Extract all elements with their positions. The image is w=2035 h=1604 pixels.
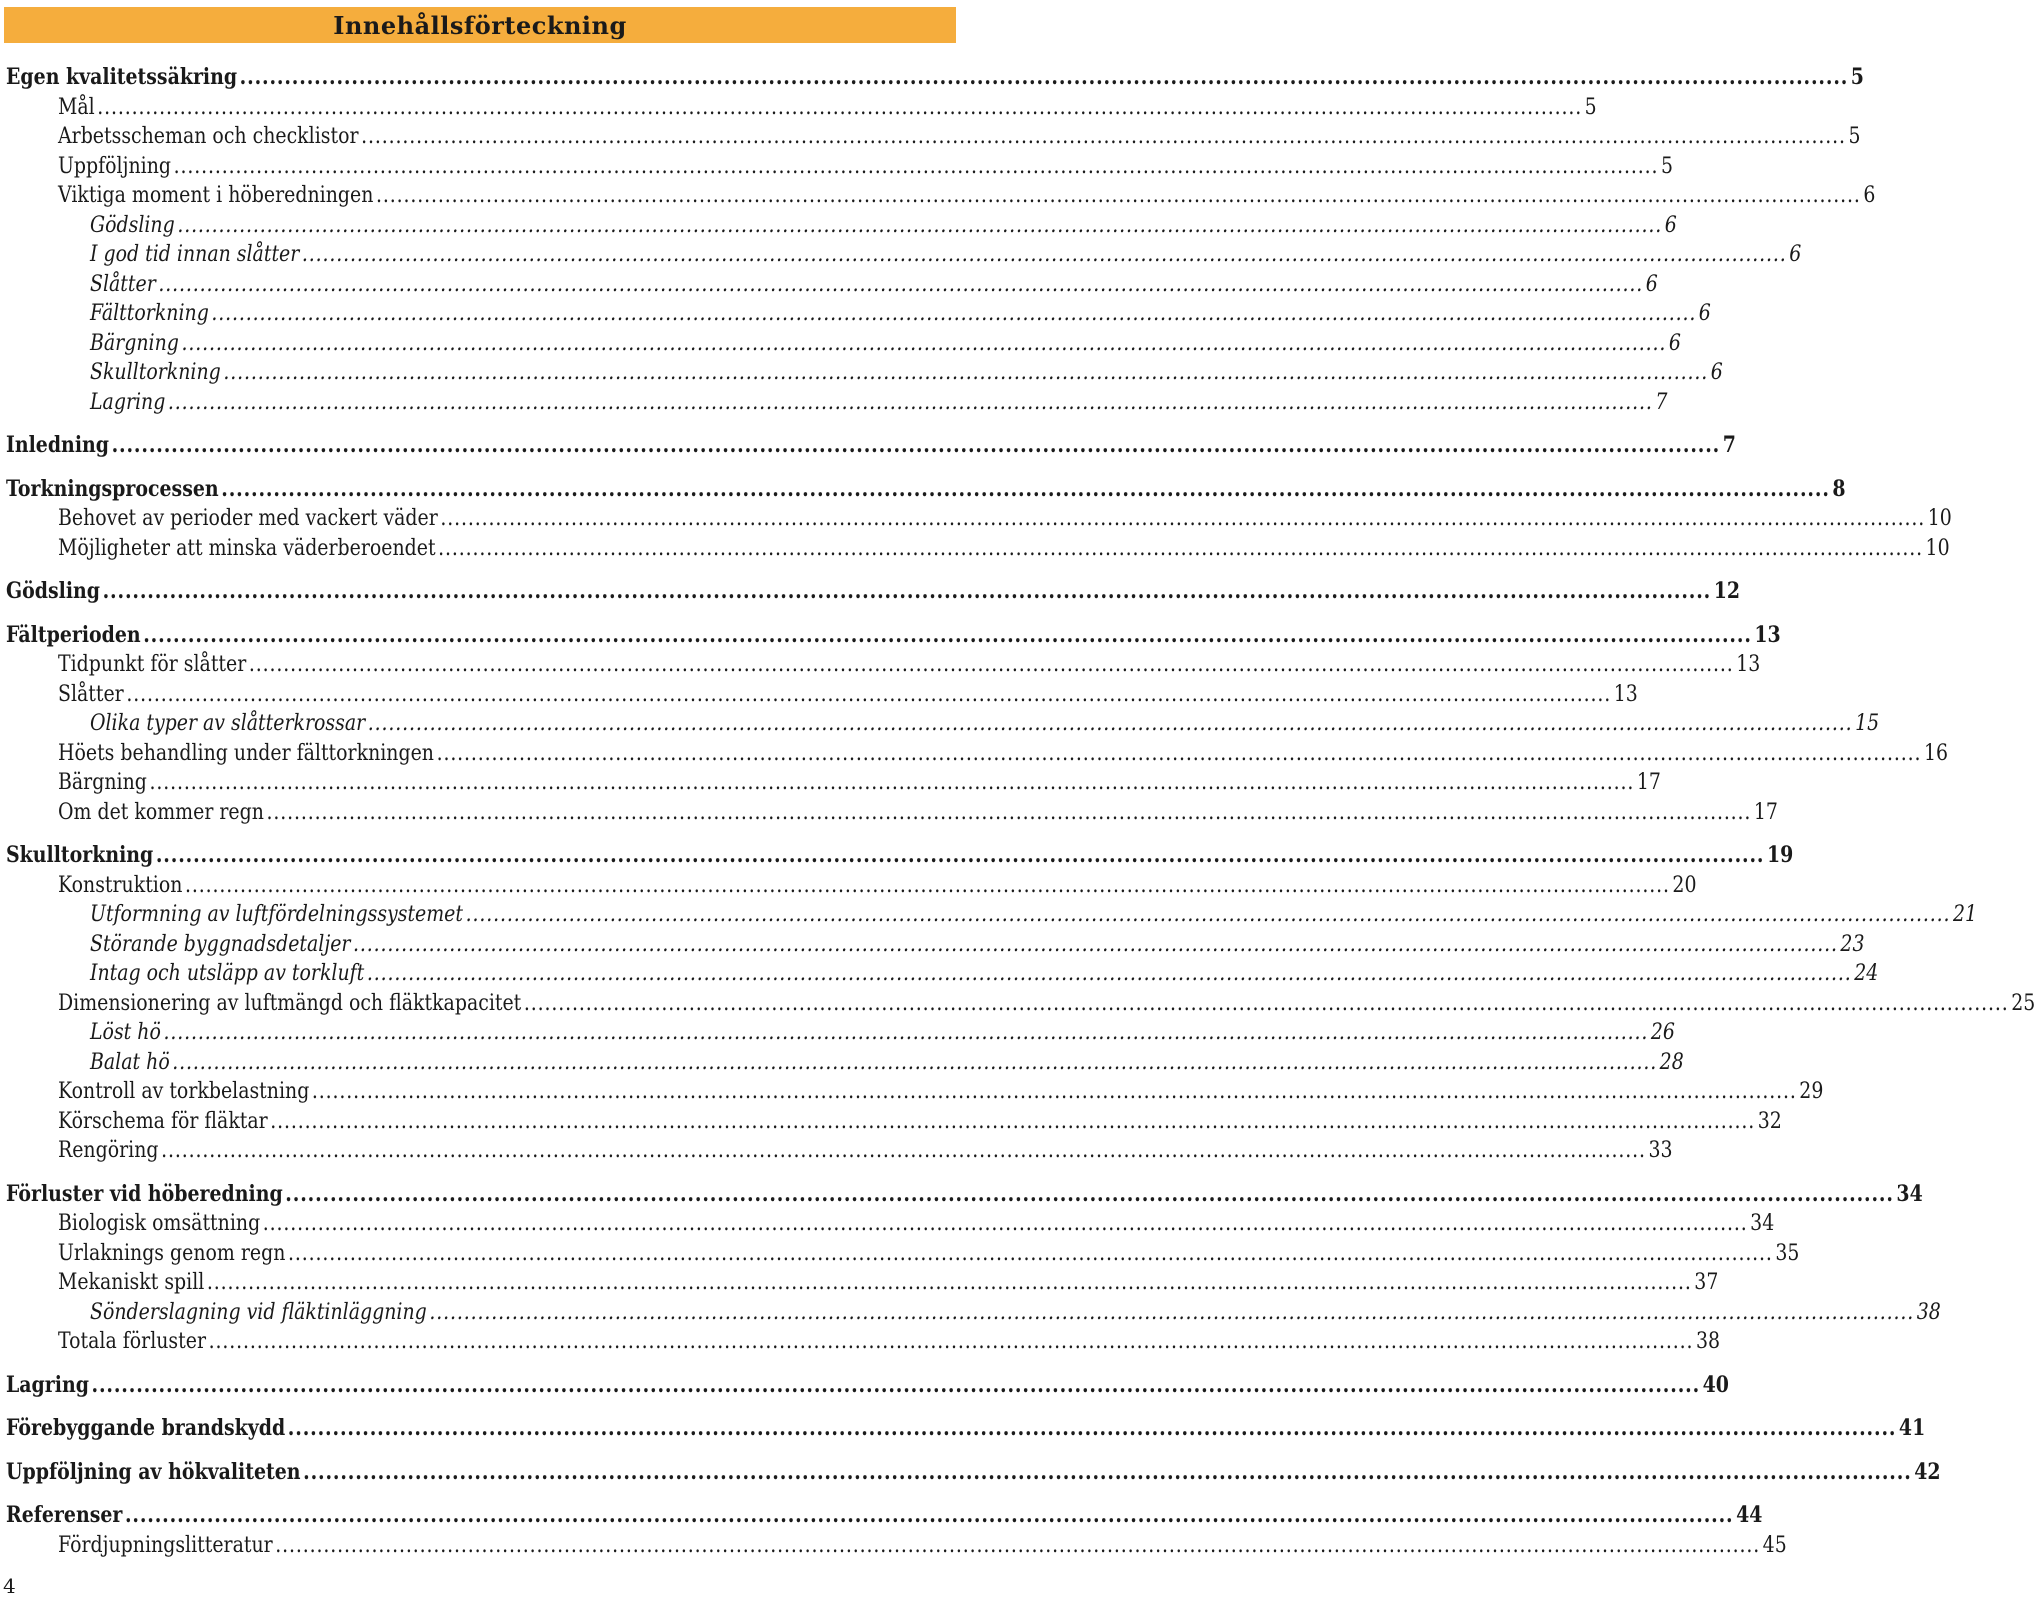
toc-entry-page: 33: [1648, 1138, 1673, 1163]
toc-entry-label: Skulltorkning: [89, 360, 221, 385]
toc-entry-page: 10: [1925, 535, 1950, 561]
toc-entry-label: Lagring: [89, 389, 166, 415]
toc-entry[interactable]: [6, 577, 1741, 607]
toc-entry-label: Gödsling: [6, 578, 101, 604]
toc-entry-page: 13: [1736, 652, 1761, 677]
toc-entry[interactable]: [6, 1298, 1941, 1328]
toc-entry[interactable]: [6, 739, 1949, 769]
toc-leader-dots: [438, 534, 1923, 564]
toc-entry[interactable]: [6, 1107, 1782, 1137]
toc-entry-page: 5: [1584, 94, 1597, 120]
toc-entry[interactable]: [6, 959, 1879, 989]
toc-entry[interactable]: [6, 1327, 1721, 1357]
toc-entry-label: Uppföljning: [57, 153, 172, 179]
toc-leader-dots: [126, 680, 1611, 710]
toc-leader-dots: [368, 709, 1853, 739]
toc-leader-dots: [437, 739, 1922, 769]
toc-entry-page: 12: [1713, 578, 1741, 604]
toc-entry-label: I god tid innan slåtter: [89, 242, 300, 267]
toc-entry[interactable]: [6, 211, 1677, 241]
toc-entry-label: Arbetsscheman och checklistor: [57, 124, 359, 149]
toc-entry[interactable]: [6, 841, 1794, 871]
toc-entry-label: Förebyggande brandskydd: [6, 1415, 286, 1441]
toc-entry[interactable]: [6, 388, 1668, 418]
toc-leader-dots: [92, 1371, 1701, 1401]
toc-entry-page: 6: [1645, 271, 1658, 297]
toc-entry-label: Balat hö: [89, 1049, 170, 1075]
toc-leader-dots: [223, 358, 1708, 388]
toc-leader-dots: [156, 841, 1765, 871]
toc-entry-page: 17: [1636, 770, 1661, 795]
toc-entry-label: Biologisk omsättning: [57, 1211, 261, 1236]
toc-leader-dots: [429, 1298, 1914, 1328]
toc-entry-page: 7: [1655, 389, 1668, 415]
toc-entry-label: Torkningsprocessen: [6, 475, 219, 502]
toc-leader-dots: [270, 1107, 1755, 1137]
toc-entry-label: Sönderslagning vid fläktinläggning: [89, 1299, 427, 1325]
toc-leader-dots: [177, 211, 1662, 241]
toc-leader-dots: [303, 1458, 1912, 1488]
toc-entry-label: Behovet av perioder med vackert väder: [57, 506, 438, 531]
toc-leader-dots: [361, 122, 1846, 152]
toc-entry-label: Mekaniskt spill: [57, 1270, 205, 1295]
toc-entry-label: Fälttorkning: [89, 301, 209, 326]
toc-entry-page: 21: [1952, 902, 1978, 927]
toc-entry-label: Gödsling: [89, 212, 175, 238]
toc-entry[interactable]: [6, 93, 1597, 123]
toc-entry[interactable]: [6, 152, 1674, 182]
toc-entry-page: 20: [1672, 872, 1697, 898]
toc-entry[interactable]: [6, 431, 1736, 461]
toc-leader-dots: [207, 1268, 1692, 1298]
toc-entry[interactable]: [6, 1501, 1763, 1531]
toc-leader-dots: [249, 650, 1734, 680]
toc-entry-page: 44: [1736, 1502, 1763, 1528]
page-title: Innehållsförteckning: [333, 10, 627, 40]
toc-entry-page: 35: [1775, 1240, 1800, 1266]
toc-entry-label: Slåtter: [57, 681, 124, 707]
toc-entry-label: Höets behandling under fälttorkningen: [57, 740, 434, 766]
toc-entry[interactable]: [6, 1531, 1787, 1561]
toc-entry-page: 8: [1832, 475, 1846, 502]
toc-entry-label: Löst hö: [89, 1020, 161, 1045]
toc-entry-page: 29: [1799, 1079, 1824, 1104]
toc-entry[interactable]: [6, 475, 1846, 505]
toc-leader-dots: [353, 930, 1838, 960]
toc-entry-page: 6: [1664, 212, 1677, 238]
toc-entry-page: 38: [1695, 1329, 1721, 1354]
toc-entry-label: Referenser: [6, 1502, 123, 1528]
toc-entry-page: 24: [1854, 961, 1879, 986]
toc-entry-label: Urlaknings genom regn: [57, 1240, 286, 1266]
toc-entry[interactable]: [6, 181, 1876, 211]
toc-leader-dots: [524, 989, 2009, 1019]
toc-entry[interactable]: [6, 358, 1723, 388]
toc-leader-dots: [174, 152, 1659, 182]
toc-entry[interactable]: [6, 1077, 1824, 1107]
toc-leader-dots: [161, 1136, 1646, 1166]
toc-entry-page: 13: [1613, 681, 1638, 707]
toc-entry-page: 13: [1754, 621, 1781, 648]
toc-entry-page: 38: [1916, 1299, 1941, 1325]
toc-entry-label: Tidpunkt för slåtter: [57, 652, 247, 677]
toc-leader-dots: [172, 1048, 1657, 1078]
toc-entry[interactable]: [6, 534, 1950, 564]
toc-leader-dots: [143, 621, 1752, 651]
toc-leader-dots: [275, 1531, 1760, 1561]
toc-leader-dots: [149, 768, 1634, 798]
toc-entry-label: Inledning: [6, 432, 109, 458]
toc-entry[interactable]: [6, 1048, 1684, 1078]
toc-leader-dots: [312, 1077, 1797, 1107]
toc-entry-label: Bärgning: [57, 770, 147, 795]
toc-entry-page: 6: [1863, 183, 1876, 208]
toc-entry[interactable]: [6, 1209, 1775, 1239]
toc-entry-label: Konstruktion: [57, 872, 183, 898]
toc-leader-dots: [288, 1414, 1897, 1444]
toc-entry-page: 34: [1750, 1211, 1775, 1236]
toc-entry-label: Olika typer av slåtterkrossar: [89, 711, 366, 736]
toc-entry-label: Totala förluster: [57, 1329, 206, 1354]
toc-entry-label: Möjligheter att minska väderberoendet: [57, 535, 436, 561]
toc-entry[interactable]: [6, 1268, 1719, 1298]
toc-entry-page: 26: [1650, 1020, 1675, 1045]
toc-entry[interactable]: [6, 329, 1681, 359]
toc-entry-label: Körschema för fläktar: [57, 1108, 268, 1134]
toc-entry-label: Rengöring: [57, 1138, 159, 1163]
toc-entry-label: Om det kommer regn: [57, 799, 264, 825]
toc-entry[interactable]: [6, 1180, 1923, 1210]
toc-entry[interactable]: [6, 63, 1864, 93]
toc-leader-dots: [367, 959, 1852, 989]
toc-entry-page: 28: [1659, 1049, 1684, 1075]
toc-entry[interactable]: [6, 768, 1661, 798]
toc-entry[interactable]: [6, 1414, 1926, 1444]
toc-leader-dots: [181, 329, 1666, 359]
toc-entry-page: 6: [1668, 330, 1681, 356]
toc-entry[interactable]: [6, 989, 2035, 1019]
toc-entry-page: 45: [1762, 1532, 1787, 1558]
toc-entry-label: Viktiga moment i höberedningen: [57, 183, 374, 208]
toc-entry[interactable]: [6, 1018, 1675, 1048]
toc-leader-dots: [185, 871, 1670, 901]
toc-entry-page: 25: [2011, 990, 2035, 1016]
toc-entry[interactable]: [6, 709, 1880, 739]
toc-entry-page: 16: [1923, 740, 1949, 766]
toc-leader-dots: [163, 1018, 1648, 1048]
table-of-contents: [6, 63, 2035, 1560]
toc-leader-dots: [97, 93, 1582, 123]
toc-entry-label: Förluster vid höberedning: [6, 1180, 283, 1207]
toc-entry[interactable]: [6, 122, 1861, 152]
toc-leader-dots: [211, 299, 1696, 329]
toc-entry[interactable]: [6, 299, 1711, 329]
toc-entry[interactable]: [6, 240, 1802, 270]
toc-title-bar: [4, 7, 956, 43]
toc-entry[interactable]: [6, 900, 1978, 930]
toc-entry[interactable]: [6, 680, 1638, 710]
toc-entry-page: 19: [1766, 842, 1794, 868]
toc-entry-page: 34: [1896, 1180, 1923, 1207]
toc-entry[interactable]: [6, 1458, 1941, 1488]
toc-leader-dots: [266, 798, 1751, 828]
toc-leader-dots: [103, 577, 1712, 607]
toc-leader-dots: [209, 1327, 1694, 1357]
toc-leader-dots: [288, 1239, 1773, 1269]
toc-entry-label: Intag och utsläpp av torkluft: [89, 961, 365, 986]
toc-entry-label: Kontroll av torkbelastning: [57, 1079, 310, 1104]
toc-entry-label: Uppföljning av hökvaliteten: [6, 1458, 301, 1485]
toc-entry[interactable]: [6, 1136, 1673, 1166]
toc-entry-page: 5: [1848, 124, 1861, 149]
toc-entry-label: Mål: [57, 94, 95, 120]
toc-entry-page: 41: [1898, 1415, 1926, 1441]
toc-entry-page: 6: [1698, 301, 1711, 326]
toc-leader-dots: [221, 475, 1830, 505]
toc-entry[interactable]: [6, 1239, 1800, 1269]
toc-leader-dots: [440, 504, 1925, 534]
toc-leader-dots: [466, 900, 1951, 930]
toc-entry-page: 6: [1710, 360, 1723, 385]
toc-entry-label: Skulltorkning: [6, 842, 154, 868]
toc-entry-page: 40: [1702, 1371, 1729, 1398]
toc-entry[interactable]: [6, 270, 1658, 300]
toc-entry-label: Dimensionering av luftmängd och fläktkapacitet: [57, 990, 522, 1016]
toc-leader-dots: [285, 1180, 1894, 1210]
toc-leader-dots: [125, 1501, 1734, 1531]
toc-entry-label: Egen kvalitetssäkring: [6, 64, 238, 90]
toc-entry-page: 37: [1694, 1270, 1719, 1295]
toc-entry-label: Slåtter: [89, 271, 156, 297]
toc-entry-page: 5: [1660, 153, 1674, 179]
toc-entry-page: 32: [1757, 1108, 1782, 1134]
toc-entry-label: Störande byggnadsdetaljer: [89, 931, 351, 957]
toc-entry-page: 15: [1855, 711, 1880, 736]
toc-entry-label: Lagring: [6, 1371, 89, 1398]
toc-entry-label: Fördjupningslitteratur: [57, 1532, 273, 1558]
toc-entry-label: Fältperioden: [6, 621, 141, 648]
toc-leader-dots: [168, 388, 1653, 418]
toc-entry-page: 10: [1927, 506, 1952, 531]
toc-entry-label: Utformning av luftfördelningssystemet: [89, 902, 463, 927]
toc-entry[interactable]: [6, 504, 1952, 534]
toc-leader-dots: [263, 1209, 1748, 1239]
toc-entry[interactable]: [6, 650, 1761, 680]
page-number: 4: [3, 1574, 16, 1598]
toc-entry-label: Bärgning: [89, 330, 179, 356]
toc-leader-dots: [158, 270, 1643, 300]
toc-leader-dots: [112, 431, 1721, 461]
toc-leader-dots: [376, 181, 1861, 211]
toc-entry-page: 6: [1789, 242, 1802, 267]
toc-entry-page: 7: [1722, 432, 1736, 458]
toc-entry[interactable]: [6, 621, 1781, 651]
toc-entry[interactable]: [6, 1371, 1729, 1401]
toc-entry-page: 42: [1914, 1458, 1941, 1485]
toc-entry[interactable]: [6, 798, 1778, 828]
toc-entry-page: 23: [1840, 931, 1865, 957]
toc-entry-page: 5: [1850, 64, 1864, 90]
toc-entry-page: 17: [1753, 799, 1778, 825]
toc-leader-dots: [240, 63, 1849, 93]
toc-leader-dots: [302, 240, 1787, 270]
toc-entry[interactable]: [6, 930, 1865, 960]
toc-entry[interactable]: [6, 871, 1697, 901]
